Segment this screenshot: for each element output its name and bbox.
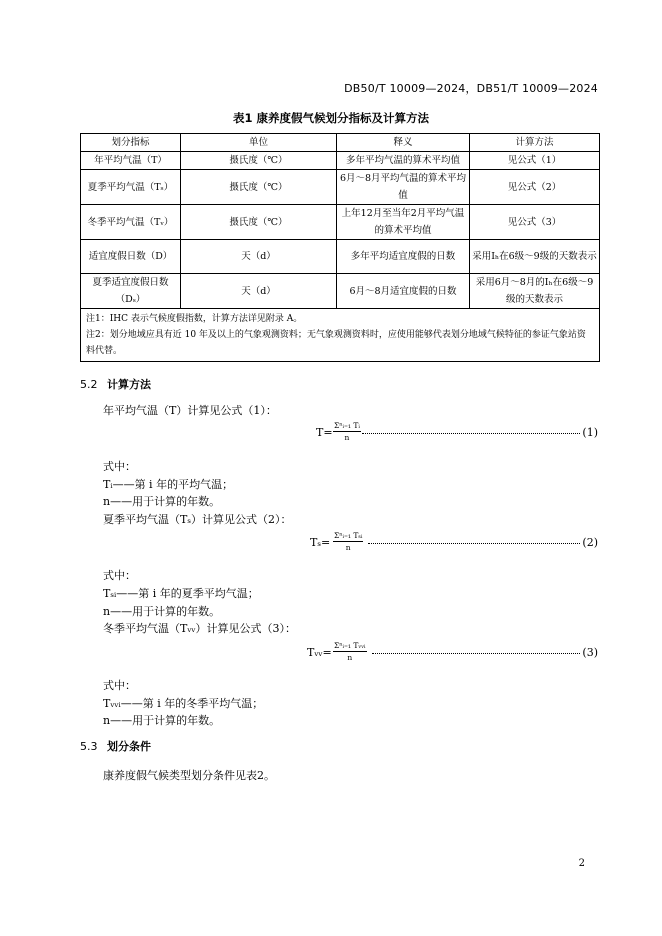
- table-row: [81, 152, 600, 170]
- variable-definition: [103, 712, 220, 728]
- table-cell: 摄氏度（℃）: [181, 205, 337, 240]
- table-cell: 上年12月至当年2月平均气温的算术平均值: [337, 205, 470, 240]
- variable-text: ——第 i 年的平均气温；: [112, 478, 234, 491]
- variable-definition: [103, 695, 263, 711]
- section-heading-5-3: [80, 738, 151, 754]
- table-cell: 摄氏度（℃）: [181, 170, 337, 205]
- formula3-intro: 冬季平均气温（Tᵥᵥ）计算见公式（3）：: [103, 622, 297, 635]
- table-cell: 6月～8月平均气温的算术平均值: [337, 170, 470, 205]
- variable-symbol: n: [103, 605, 111, 618]
- table-cell: 冬季平均气温（Tᵥ）: [81, 205, 181, 240]
- table-cell: 多年平均气温的算术平均值: [337, 152, 470, 170]
- section-5-3-text: 康养度假气候类型划分条件见表2。: [103, 769, 275, 782]
- variable-symbol: n: [103, 495, 111, 508]
- variable-symbol: Tᵥᵥᵢ: [103, 697, 121, 710]
- variable-definition: [103, 493, 220, 509]
- where-label: 式中：: [103, 569, 136, 582]
- page-number: 2: [578, 858, 585, 869]
- dot-leader: [372, 653, 580, 654]
- table-title: 表1 康养度假气候划分指标及计算方法: [232, 111, 429, 125]
- table-cell: 见公式（3）: [470, 205, 600, 240]
- table-row: [81, 205, 600, 240]
- where-label: 式中：: [103, 679, 136, 692]
- formula-denominator: n: [347, 653, 353, 662]
- variable-definition: [103, 603, 220, 619]
- formula2-intro: 夏季平均气温（Tₛ）计算见公式（2）：: [103, 513, 292, 526]
- variable-text: ——用于计算的年数。: [110, 605, 221, 618]
- standard-number-header: DB50/T 10009—2024，DB51/T 10009—2024: [344, 82, 598, 95]
- table-cell: 多年平均适宜度假的日数: [337, 240, 470, 274]
- formula-lhs: T=: [316, 426, 333, 439]
- table-cell: 夏季适宜度假日数（Dₛ）: [81, 274, 181, 309]
- dot-leader: [362, 433, 580, 434]
- table-cell: 见公式（2）: [470, 170, 600, 205]
- section-title: 计算方法: [107, 378, 151, 391]
- formula-numerator: Σⁿᵢ₌₁ Tᵥᵥᵢ: [334, 641, 366, 650]
- variable-text: ——用于计算的年数。: [110, 714, 221, 727]
- table-cell: 采用Iₕ在6级～9级的天数表示: [470, 240, 600, 274]
- formula-lhs: Tₛ=: [310, 536, 331, 549]
- table-cell: 夏季平均气温（Tₛ）: [81, 170, 181, 205]
- variable-definition: [103, 585, 259, 601]
- formula-numerator: Σⁿᵢ₌₁ Tᵢ: [334, 421, 360, 430]
- formula1-intro: 年平均气温（T）计算见公式（1）：: [103, 404, 277, 417]
- formula-fraction: [333, 420, 361, 443]
- column-header: 划分指标: [81, 134, 181, 152]
- table-cell: 6月～8月适宜度假的日数: [337, 274, 470, 309]
- formula-2: [300, 530, 598, 560]
- table-notes-row: [81, 309, 600, 362]
- formula-1: [300, 420, 598, 450]
- table-cell: 见公式（1）: [470, 152, 600, 170]
- where-label: 式中：: [103, 460, 136, 473]
- column-header: 计算方法: [470, 134, 600, 152]
- table-cell: 天（d）: [181, 274, 337, 309]
- variable-definition: [103, 476, 233, 492]
- table-notes: [81, 309, 600, 362]
- table-note: 注2：划分地域应具有近 10 年及以上的气象观测资料；无气象观测资料时，应使用能够代表划分地域气候特征的参证气象站资料代替。: [86, 330, 586, 356]
- index-table: [80, 133, 600, 362]
- section-number: 5.2: [80, 378, 98, 391]
- section-number: 5.3: [80, 740, 98, 753]
- section-heading-5-2: [80, 376, 151, 392]
- table-cell: 天（d）: [181, 240, 337, 274]
- dot-leader: [368, 543, 580, 544]
- table-header-row: [81, 134, 600, 152]
- variable-text: ——用于计算的年数。: [110, 495, 221, 508]
- table-cell: 年平均气温（T）: [81, 152, 181, 170]
- table-cell: 采用6月～8月的Iₕ在6级～9级的天数表示: [470, 274, 600, 309]
- column-header: 释义: [337, 134, 470, 152]
- table-note: 注1：IHC 表示气候度假指数，计算方法详见附录 A。: [86, 314, 303, 324]
- formula-denominator: n: [345, 543, 351, 552]
- equation-number: (3): [582, 646, 598, 659]
- variable-text: ——第 i 年的冬季平均气温；: [120, 697, 264, 710]
- variable-symbol: n: [103, 714, 111, 727]
- variable-text: ——第 i 年的夏季平均气温；: [116, 587, 259, 600]
- formula-numerator: Σⁿᵢ₌₁ Tₛᵢ: [334, 531, 363, 540]
- equation-number: (1): [582, 426, 598, 439]
- table-cell: 摄氏度（℃）: [181, 152, 337, 170]
- table-row: [81, 274, 600, 309]
- formula-3: [300, 640, 598, 670]
- variable-symbol: Tᵢ: [103, 478, 113, 491]
- formula-fraction: [333, 640, 367, 663]
- formula-denominator: n: [344, 433, 350, 442]
- column-header: 单位: [181, 134, 337, 152]
- formula-lhs: Tᵥᵥ=: [307, 646, 332, 659]
- variable-symbol: Tₛᵢ: [103, 587, 117, 600]
- formula-fraction: [333, 530, 363, 553]
- table-row: [81, 170, 600, 205]
- equation-number: (2): [582, 536, 598, 549]
- section-title: 划分条件: [107, 740, 151, 753]
- table-row: [81, 240, 600, 274]
- table-cell: 适宜度假日数（D）: [81, 240, 181, 274]
